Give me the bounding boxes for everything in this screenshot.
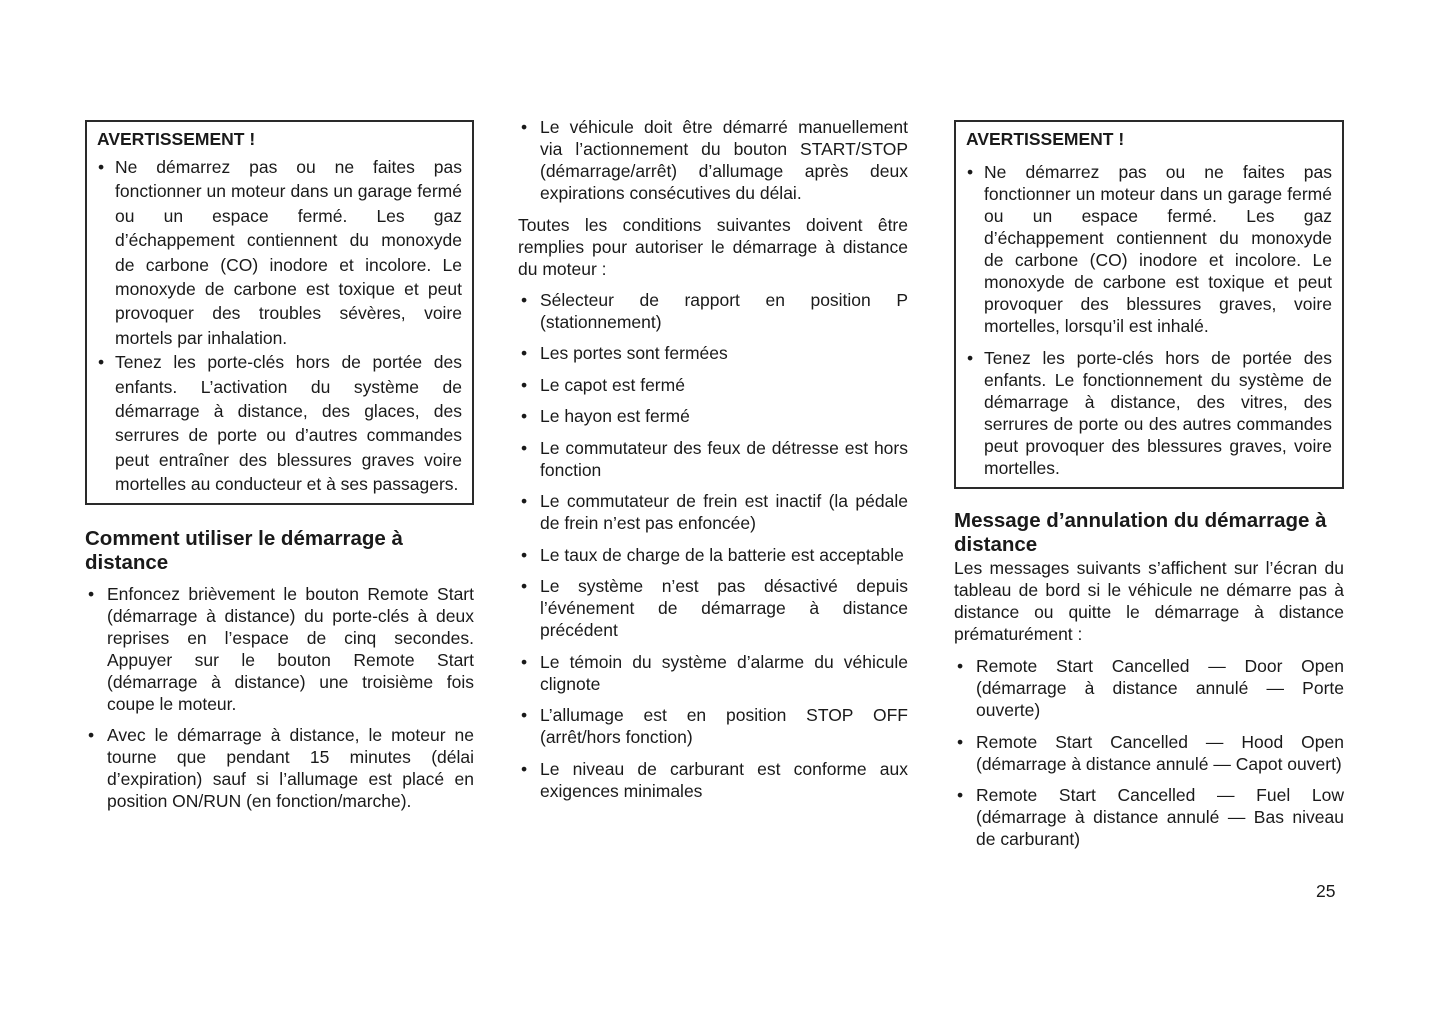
cancel-intro: Les messages suivants s’affichent sur l’écran du tableau de bord si le véhicule ne démarre pas à distance ou quitte le démarrage à distance prématurément : xyxy=(954,558,1344,644)
list-item: • Enfoncez brièvement le bouton Remote Start (démarrage à distance) du porte-clés à deux reprises en l’espace de cinq secondes. Appuyer sur le bouton Remote Start (démarrage à distance) une troisième fois coupe le moteur. xyxy=(107,583,474,715)
condition-item: • Le capot est fermé xyxy=(540,374,908,396)
condition-item: • Le niveau de carburant est conforme aux exigences minimales xyxy=(540,758,908,802)
conditions-intro: Toutes les conditions suivantes doivent être remplies pour autoriser le démarrage à distance du moteur : xyxy=(518,214,908,279)
warning-title: AVERTISSEMENT ! xyxy=(97,129,256,149)
column-left xyxy=(85,116,474,822)
warning-item: • Ne démarrez pas ou ne faites pas fonctionner un moteur dans un garage fermé ou un espace fermé. Les gaz d’échappement contiennent du monoxyde de carbone (CO) inodore et incolore. Le monoxyde de carbone est toxique et peut provoquer des blessures graves, voire mortelles, lorsqu’il est inhalé. xyxy=(966,161,1332,337)
page-number: 25 xyxy=(1316,881,1336,901)
warning-title: AVERTISSEMENT ! xyxy=(966,129,1125,149)
conditions-list xyxy=(518,289,908,802)
warning-list xyxy=(97,155,462,497)
condition-item: • Sélecteur de rapport en position P (stationnement) xyxy=(540,289,908,333)
condition-item: • Le témoin du système d’alarme du véhicule clignote xyxy=(540,651,908,695)
condition-item: • Le taux de charge de la batterie est acceptable xyxy=(540,544,908,566)
cancel-messages-list xyxy=(954,655,1344,850)
warning-item: • Tenez les porte-clés hors de portée des enfants. Le fonctionnement du système de démarrage à distance, des vitres, des serrures de porte ou des autres commandes peut provoquer des blessures graves, voire mortelles. xyxy=(966,347,1332,479)
warning-item: • Ne démarrez pas ou ne faites pas fonctionner un moteur dans un garage fermé ou un espace fermé. Les gaz d’échappement contiennent du monoxyde de carbone (CO) inodore et incolore. Le monoxyde de carbone est toxique et peut provoquer des troubles sévères, voire mortels par inhalation. xyxy=(97,155,462,350)
condition-item: • Le commutateur de frein est inactif (la pédale de frein n’est pas enfoncée) xyxy=(540,490,908,534)
message-item: • Remote Start Cancelled — Hood Open (démarrage à distance annulé — Capot ouvert) xyxy=(976,731,1344,775)
warning-box-left xyxy=(85,120,474,505)
condition-item: • Les portes sont fermées xyxy=(540,342,908,364)
condition-item: • Le commutateur des feux de détresse est hors fonction xyxy=(540,437,908,481)
condition-item: • Le hayon est fermé xyxy=(540,405,908,427)
condition-item: • L’allumage est en position STOP OFF (arrêt/hors fonction) xyxy=(540,704,908,748)
instructions-list xyxy=(85,583,474,813)
section-heading-cancel-message: Message d’annulation du démarrage à distance xyxy=(954,509,1327,556)
message-item: • Remote Start Cancelled — Door Open (démarrage à distance annulé — Porte ouverte) xyxy=(976,655,1344,721)
message-item: • Remote Start Cancelled — Fuel Low (démarrage à distance annulé — Bas niveau de carburant) xyxy=(976,784,1344,850)
section-heading-remote-start: Comment utiliser le démarrage à distance xyxy=(85,526,403,574)
list-item: • Avec le démarrage à distance, le moteur ne tourne que pendant 15 minutes (délai d’expiration) sauf si l’allumage est placé en position ON/RUN (en fonction/marche). xyxy=(107,724,474,812)
warning-box-right xyxy=(954,120,1344,489)
column-middle xyxy=(518,116,908,811)
condition-item: • Le système n’est pas désactivé depuis l’événement de démarrage à distance précédent xyxy=(540,575,908,641)
warning-item: • Tenez les porte-clés hors de portée des enfants. L’activation du système de démarrage à distance, des glaces, des serrures de porte ou d’autres commandes peut entraîner des blessures graves voire mortelles au conducteur et à ses passagers. xyxy=(97,350,462,496)
column-right xyxy=(954,116,1344,860)
manual-start-list xyxy=(518,116,908,204)
warning-list xyxy=(966,161,1332,479)
list-item: • Le véhicule doit être démarré manuellement via l’actionnement du bouton START/STOP (démarrage/arrêt) d’allumage après deux expirations consécutives du délai. xyxy=(540,116,908,204)
